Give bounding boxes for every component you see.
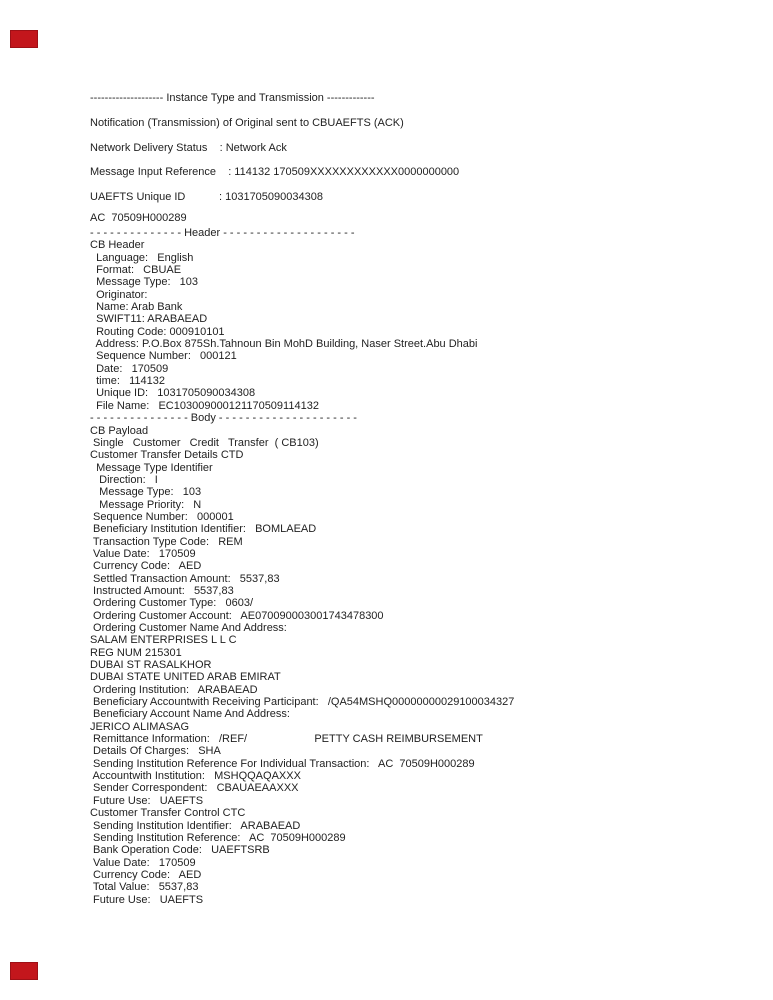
doc-line: Address: P.O.Box 875Sh.Tahnoun Bin MohD Building, Naser Street.Abu Dhabi xyxy=(90,338,478,351)
doc-line: Message Type Identifier xyxy=(90,461,213,474)
doc-line: Sending Institution Reference For Individual Transaction: AC 70509H000289 xyxy=(90,757,475,770)
transmission-header-section xyxy=(90,86,730,227)
doc-line: SALAM ENTERPRISES L L C xyxy=(90,634,237,647)
doc-line: Sequence Number: 000121 xyxy=(90,350,237,363)
doc-line: REG NUM 215301 xyxy=(90,646,182,659)
doc-line: Beneficiary Accountwith Receiving Participant: /QA54MSHQ00000000029100034327 xyxy=(90,696,515,709)
doc-line: Currency Code: AED xyxy=(90,868,202,881)
network-delivery-status-line: Network Delivery Status : Network Ack xyxy=(90,141,287,154)
doc-line: Message Type: 103 xyxy=(90,486,202,499)
doc-line: Currency Code: AED xyxy=(90,560,202,573)
doc-line: DUBAI ST RASALKHOR xyxy=(90,659,212,672)
doc-line: Transaction Type Code: REM xyxy=(90,535,243,548)
doc-line: Instructed Amount: 5537,83 xyxy=(90,584,234,597)
doc-line: Total Value: 5537,83 xyxy=(90,881,199,894)
doc-line: Sender Correspondent: CBAUAEAAXXX xyxy=(90,782,299,795)
doc-line: Customer Transfer Details CTD xyxy=(90,449,244,462)
doc-line: Sequence Number: 000001 xyxy=(90,510,234,523)
doc-line: Sending Institution Reference: AC 70509H000289 xyxy=(90,831,346,844)
doc-line: Customer Transfer Control CTC xyxy=(90,807,246,820)
doc-line: Details Of Charges: SHA xyxy=(90,745,221,758)
doc-line: CB Payload xyxy=(90,424,149,437)
doc-line: Message Type: 103 xyxy=(90,276,199,289)
doc-line: - - - - - - - - - - - - - - - Body - - - - - - - - - - - - - - - - - - - - - xyxy=(90,412,357,425)
doc-line: Single Customer Credit Transfer ( CB103) xyxy=(90,436,319,449)
doc-line: Originator: xyxy=(90,288,148,301)
doc-line: File Name: EC103009000121170509114132 xyxy=(90,399,319,412)
doc-line: Unique ID: 1031705090034308 xyxy=(90,387,256,400)
doc-line: Future Use: UAEFTS xyxy=(90,794,204,807)
doc-line: SWIFT11: ARABAEAD xyxy=(90,313,208,326)
doc-line: Sending Institution Identifier: ARABAEAD xyxy=(90,819,301,832)
doc-line: Beneficiary Institution Identifier: BOMLAEAD xyxy=(90,523,317,536)
message-input-reference-line: Message Input Reference : 114132 170509XXXXXXXXXXXX0000000000 xyxy=(90,166,460,179)
doc-line: Date: 170509 xyxy=(90,362,169,375)
doc-line: Accountwith Institution: MSHQQAQAXXX xyxy=(90,770,301,783)
doc-line: Settled Transaction Amount: 5537,83 xyxy=(90,572,280,585)
doc-line: Routing Code: 000910101 xyxy=(90,325,225,338)
doc-line: JERICO ALIMASAG xyxy=(90,720,190,733)
message-body-section xyxy=(90,227,750,906)
doc-line: Future Use: UAEFTS xyxy=(90,893,204,906)
doc-line: Message Priority: N xyxy=(90,498,202,511)
doc-line: - - - - - - - - - - - - - - Header - - - - - - - - - - - - - - - - - - - - xyxy=(90,227,355,239)
redaction-mark-top xyxy=(10,30,38,48)
doc-line: Beneficiary Account Name And Address: xyxy=(90,708,290,721)
notification-line: Notification (Transmission) of Original sent to CBUAEFTS (ACK) xyxy=(90,116,404,129)
doc-line: Direction: I xyxy=(90,473,158,486)
redaction-mark-bottom xyxy=(10,962,38,980)
doc-line: Remittance Information: /REF/ PETTY CASH REIMBURSEMENT xyxy=(90,733,483,746)
doc-line: Language: English xyxy=(90,251,194,264)
doc-line: Ordering Institution: ARABAEAD xyxy=(90,683,258,696)
doc-line: Bank Operation Code: UAEFTSRB xyxy=(90,844,270,857)
doc-line: Format: CBUAE xyxy=(90,264,182,277)
doc-line: Name: Arab Bank xyxy=(90,301,183,314)
transaction-reference-line: AC 70509H000289 xyxy=(90,211,187,224)
doc-line: time: 114132 xyxy=(90,375,166,388)
instance-type-separator: -------------------- Instance Type and Transmission ------------- xyxy=(90,92,375,104)
doc-line: Ordering Customer Name And Address: xyxy=(90,622,287,634)
doc-line: Ordering Customer Account: AE070090003001743478300 xyxy=(90,609,384,622)
doc-line: DUBAI STATE UNITED ARAB EMIRAT xyxy=(90,671,281,684)
doc-line: Value Date: 170509 xyxy=(90,856,196,869)
doc-line: CB Header xyxy=(90,239,145,252)
doc-line: Ordering Customer Type: 0603/ xyxy=(90,597,254,610)
uaefts-unique-id-line: UAEFTS Unique ID : 1031705090034308 xyxy=(90,191,323,204)
doc-line: Value Date: 170509 xyxy=(90,547,196,560)
